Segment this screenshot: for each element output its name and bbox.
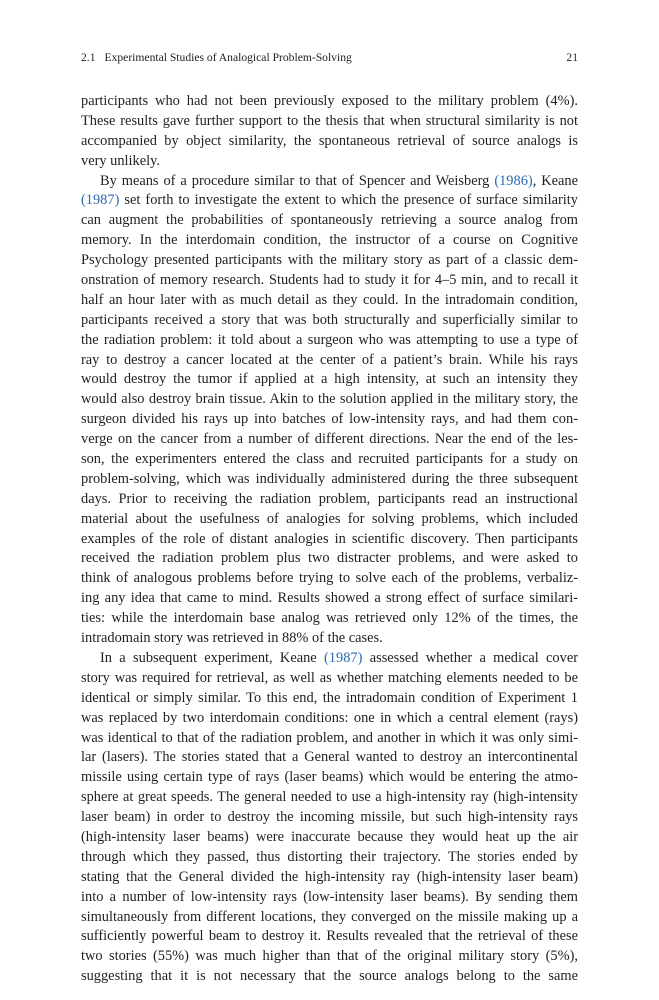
text-segment: days. Prior to receiving the radiation problem, participants read an instructional [81,490,578,507]
text-line [81,92,578,112]
page-number: 21 [566,51,578,64]
text-segment: problem-solving, which was individually administered during the three subsequent [81,470,578,487]
text-line [81,370,578,390]
text-segment: sufficiently powerful beam to destroy it. Results revealed that the retrieval of these [81,928,578,945]
text-segment: verge on the cancer from a number of different directions. Near the end of the les- [81,431,578,448]
text-line [81,331,578,351]
text-segment: These results gave further support to the thesis that when structural similarity is not [81,112,578,129]
text-segment: ing any idea that came to mind. Results showed a strong effect of surface similari- [81,590,578,607]
text-line [81,888,578,908]
text-line [81,709,578,729]
text-segment: was identical to that of the radiation problem, and another in which it was only simi- [81,729,578,746]
text-segment: identical or simply similar. To this end, the intradomain condition of Experiment 1 [81,689,578,706]
text-segment: the radiation problem: it told about a surgeon who was attempting to use a type of [81,331,578,348]
text-segment: accompanied by object similarity, the spontaneous retrieval of source analogs is [81,132,578,149]
text-line [81,390,578,410]
body-text [81,92,578,987]
section-number: 2.1 [81,51,96,64]
running-head [81,51,578,65]
text-line [81,549,578,569]
text-segment: would destroy the tumor if applied at a high intensity, at such an intensity they [81,371,578,388]
text-line [81,669,578,689]
text-segment: simultaneously from different locations, they converged on the missile making up a [81,908,578,925]
text-line [81,191,578,211]
text-segment: intradomain story was retrieved in 88% of the cases. [81,630,383,647]
paragraph [81,649,578,987]
text-line [81,748,578,768]
text-segment: story was required for retrieval, as well as whether matching elements needed to be [81,669,578,686]
text-line [81,470,578,490]
text-line [81,908,578,928]
text-segment: memory. In the interdomain condition, the instructor of a course on Cognitive [81,232,578,249]
text-segment: material about the usefulness of analogies for solving problems, which included [81,510,578,527]
text-line [81,430,578,450]
text-line [81,271,578,291]
text-segment: participants who had not been previously exposed to the military problem (4%). [81,93,578,109]
paragraph [81,172,578,649]
text-segment: surgeon divided his rays up into batches of low-intensity rays, and had them con- [81,411,578,428]
text-line [81,510,578,530]
text-line [81,152,578,172]
text-segment: , Keane [532,172,578,189]
text-segment: assessed whether a medical cover [362,649,578,666]
text-line [81,311,578,331]
citation-link[interactable]: (1987) [324,649,363,666]
text-line [81,927,578,947]
text-line [81,629,578,649]
text-line [81,649,578,669]
text-line [81,251,578,271]
text-segment: son, the experimenters entered the class and recruited participants for a study on [81,451,578,468]
text-line [81,450,578,470]
text-segment: By means of a procedure similar to that of Spencer and Weisberg [100,172,495,189]
text-line [81,589,578,609]
text-segment: received the radiation problem plus two distracter problems, and were asked to [81,550,578,567]
text-segment: through which they passed, thus distorting their trajectory. The stories ended by [81,848,578,865]
text-line [81,569,578,589]
text-line [81,967,578,987]
text-line [81,211,578,231]
text-line [81,868,578,888]
text-line [81,112,578,132]
text-segment: was replaced by two interdomain conditions: one in which a central element (rays) [81,709,578,726]
text-line [81,291,578,311]
text-line [81,947,578,967]
text-line [81,132,578,152]
text-segment: laser beam) in order to destroy the incoming missile, but such high-intensity rays [81,809,578,826]
text-line [81,689,578,709]
text-segment: In a subsequent experiment, Keane [100,649,325,666]
text-segment: (high-intensity laser beams) were inaccurate because they would heat up the air [81,828,578,845]
text-segment: very unlikely. [81,152,160,169]
text-line [81,530,578,550]
text-segment: ties: while the interdomain base analog was retrieved only 12% of the times, the [81,610,578,627]
citation-link[interactable]: (1986) [494,172,533,189]
text-line [81,848,578,868]
text-segment: into a number of low-intensity rays (low-intensity laser beams). By sending them [81,888,578,905]
text-line [81,828,578,848]
text-line [81,172,578,192]
text-line [81,410,578,430]
text-segment: sphere at great speeds. The general needed to use a high-intensity ray (high-intensity [81,789,578,806]
text-segment: Psychology presented participants with the military story as part of a classic dem- [81,252,578,269]
text-segment: think of analogous problems before trying to solve each of the problems, verbaliz- [81,570,578,587]
text-line [81,609,578,629]
text-segment: would also destroy brain tissue. Akin to the solution applied in the military story, the [81,391,578,408]
text-segment: ray to destroy a cancer located at the center of a patient’s brain. While his rays [81,351,578,368]
paragraph [81,92,578,172]
text-segment: missile using certain type of rays (laser beams) which would be entering the atmo- [81,769,578,786]
text-segment: two stories (55%) was much higher than that of the original military story (5%), [81,948,578,965]
text-segment: can augment the probabilities of spontaneously retrieving a source analog from [81,212,578,229]
text-line [81,351,578,371]
text-segment: participants received a story that was both structurally and superficially similar to [81,311,578,328]
text-line [81,808,578,828]
section-title: Experimental Studies of Analogical Problem-Solving [104,51,352,64]
text-line [81,768,578,788]
text-line [81,788,578,808]
text-segment: suggesting that it is not necessary that the source analogs belong to the same [81,968,578,985]
text-line [81,231,578,251]
text-segment: onstration of memory research. Students had to study it for 4–5 min, and to recall it [81,272,578,289]
text-line [81,490,578,510]
text-segment: lar (lasers). The stories stated that a General wanted to destroy an intercontinental [81,749,578,766]
text-segment: set forth to investigate the extent to which the presence of surface similarity [119,192,578,209]
text-segment: examples of the role of distant analogies in scientific discovery. Then participants [81,530,578,547]
text-line [81,729,578,749]
citation-link[interactable]: (1987) [81,192,120,209]
text-segment: stating that the General divided the high-intensity ray (high-intensity laser beam) [81,868,578,885]
text-segment: half an hour later with as much detail as they could. In the intradomain condition, [81,291,578,308]
